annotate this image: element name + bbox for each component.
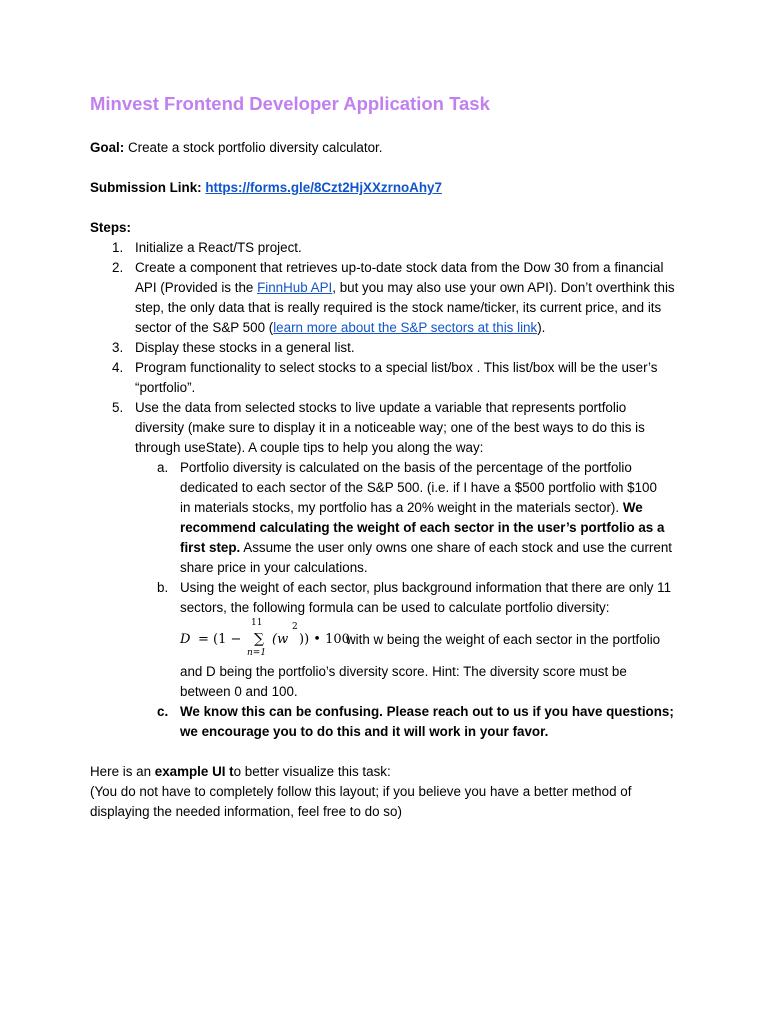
step-text: Program functionality to select stocks to a special list/box . This list/box will be the user’s — [135, 360, 658, 375]
formula-term-close: )) • 100 — [299, 632, 350, 647]
subpoint-text: between 0 and 100. — [180, 684, 298, 699]
step-text: ). — [537, 320, 546, 335]
subpoint-letter: a. — [157, 460, 169, 475]
subpoint-letter: b. — [157, 580, 169, 595]
subpoint-bold-text: recommend calculating the weight of each sector in the user’s portfolio as a — [180, 520, 665, 535]
step-text: diversity (make sure to display it in a noticeable way; one of the best ways to do this is — [135, 420, 645, 435]
step-text: step, the only data that is really required is the stock name/ticker, its current price, and its — [135, 300, 662, 315]
step-number: 5. — [112, 400, 124, 415]
example-note: displaying the needed information, feel free to do so) — [90, 804, 402, 819]
step-text: , but you may also use your own API). Don’t overthink this — [332, 280, 675, 295]
formula-equals: = (1 − — [198, 632, 242, 647]
step-number: 3. — [112, 340, 124, 355]
subpoint-text: Using the weight of each sector, plus background information that there are only 11 — [180, 580, 672, 595]
formula-var-d: D — [180, 632, 191, 647]
example-text: Here is an — [90, 764, 155, 779]
subpoint-text: sectors, the following formula can be used to calculate portfolio diversity: — [180, 600, 610, 615]
step-number: 4. — [112, 360, 124, 375]
goal-text: Create a stock portfolio diversity calculator. — [124, 140, 383, 155]
step-text: API (Provided is the — [135, 280, 258, 295]
subpoint-text: share price in your calculations. — [180, 560, 368, 575]
example-paragraph — [90, 762, 690, 782]
formula-term: (w — [272, 632, 289, 647]
formula-exponent: 2 — [292, 622, 298, 632]
diversity-formula — [180, 620, 680, 664]
step-text: Display these stocks in a general list. — [135, 340, 355, 355]
subpoint-bold-text: We know this can be confusing. Please reach out to us if you have questions; — [180, 704, 674, 719]
submission-paragraph — [90, 178, 690, 198]
goal-label: Goal: — [90, 140, 125, 155]
subpoint-letter: c. — [157, 704, 169, 719]
step-text: Create a component that retrieves up-to-date stock data from the Dow 30 from a financial — [135, 260, 664, 275]
subpoint-text-line — [180, 498, 643, 518]
example-bold-text: example UI t — [154, 764, 234, 779]
formula-upper-limit: 11 — [251, 618, 263, 628]
subpoint-bold-text: first step. — [180, 540, 241, 555]
step-text: Use the data from selected stocks to live update a variable that represents portfolio — [135, 400, 627, 415]
subpoint-text: Portfolio diversity is calculated on the basis of the percentage of the portfolio — [180, 460, 632, 475]
formula-sigma: ∑ — [254, 631, 264, 647]
step-text: through useState). A couple tips to help you along the way: — [135, 440, 484, 455]
submission-link[interactable]: https://forms.gle/8Czt2HjXXzrnoAhy7 — [205, 180, 442, 195]
subpoint-bold-text: We — [622, 500, 643, 515]
example-note: (You do not have to completely follow this layout; if you believe you have a better method of — [90, 784, 632, 799]
submission-label: Submission Link: — [90, 180, 206, 195]
page-title: Minvest Frontend Developer Application Task — [90, 93, 490, 114]
step-text: “portfolio”. — [135, 380, 196, 395]
step-text: Initialize a React/TS project. — [135, 240, 302, 255]
goal-paragraph — [90, 138, 690, 158]
subpoint-text: and D being the portfolio’s diversity score. Hint: The diversity score must be — [180, 664, 627, 679]
subpoint-text: dedicated to each sector of the S&P 500. (i.e. if I have a $500 portfolio with $100 — [180, 480, 657, 495]
steps-label: Steps: — [90, 220, 131, 235]
step-text-line — [135, 318, 545, 338]
step-number: 2. — [112, 260, 124, 275]
finnhub-api-link[interactable]: FinnHub API — [257, 280, 333, 295]
step-text-line — [135, 278, 675, 298]
sp-sectors-link[interactable]: learn more about the S&P sectors at this link — [273, 320, 538, 335]
step-text: sector of the S&P 500 ( — [135, 320, 274, 335]
subpoint-text: in materials stocks, my portfolio has a 20% weight in the materials sector). — [180, 500, 623, 515]
subpoint-text-line — [180, 538, 672, 558]
step-number: 1. — [112, 240, 124, 255]
formula-explanation: with w being the weight of each sector in the portfolio — [346, 632, 661, 647]
example-text: o better visualize this task: — [233, 764, 391, 779]
subpoint-text: Assume the user only owns one share of each stock and use the current — [240, 540, 673, 555]
formula-lower-limit: n=1 — [247, 648, 267, 658]
subpoint-bold-text: we encourage you to do this and it will work in your favor. — [180, 724, 549, 739]
